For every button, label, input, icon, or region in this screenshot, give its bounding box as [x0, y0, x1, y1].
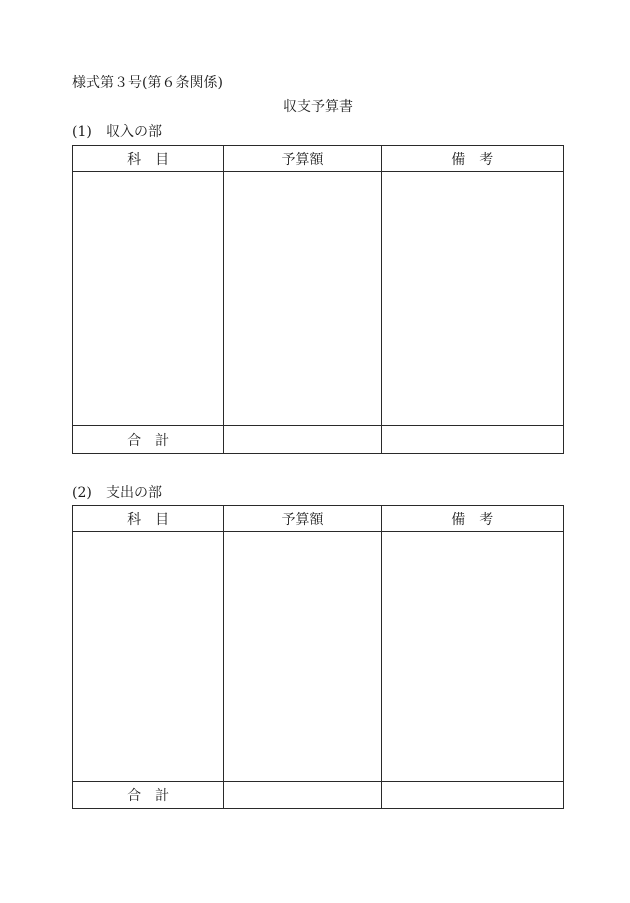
income-table: [72, 145, 564, 454]
header-cell-subject: 科 目: [73, 146, 224, 172]
header-cell-subject: 科 目: [73, 506, 224, 532]
table-body-row: [73, 532, 564, 782]
form-number: 様式第３号(第６条関係): [72, 75, 223, 91]
total-remarks-cell[interactable]: [381, 426, 563, 454]
table-total-row: [73, 426, 564, 454]
total-budget-cell[interactable]: [224, 782, 381, 809]
expenditure-table: [72, 505, 564, 809]
table-header-row: [73, 506, 564, 532]
budget-entry-cell[interactable]: [224, 172, 381, 426]
document-title: 収支予算書: [283, 99, 353, 115]
section-heading-expenditure: [72, 484, 162, 502]
header-cell-remarks: 備 考: [381, 506, 563, 532]
subject-entry-cell[interactable]: [73, 172, 224, 426]
subject-entry-cell[interactable]: [73, 532, 224, 782]
table-total-row: [73, 782, 564, 809]
section-number: (2): [72, 485, 92, 501]
section-label: 支出の部: [106, 485, 162, 501]
section-label: 収入の部: [106, 124, 162, 140]
section-number: (1): [72, 124, 92, 140]
header-cell-budget: 予算額: [224, 506, 381, 532]
budget-entry-cell[interactable]: [224, 532, 381, 782]
header-cell-remarks: 備 考: [381, 146, 563, 172]
remarks-entry-cell[interactable]: [381, 532, 563, 782]
remarks-entry-cell[interactable]: [381, 172, 563, 426]
total-remarks-cell[interactable]: [381, 782, 563, 809]
total-label-cell: 合 計: [73, 426, 224, 454]
header-cell-budget: 予算額: [224, 146, 381, 172]
total-label-cell: 合 計: [73, 782, 224, 809]
section-heading-income: [72, 123, 162, 141]
total-budget-cell[interactable]: [224, 426, 381, 454]
table-body-row: [73, 172, 564, 426]
table-header-row: [73, 146, 564, 172]
